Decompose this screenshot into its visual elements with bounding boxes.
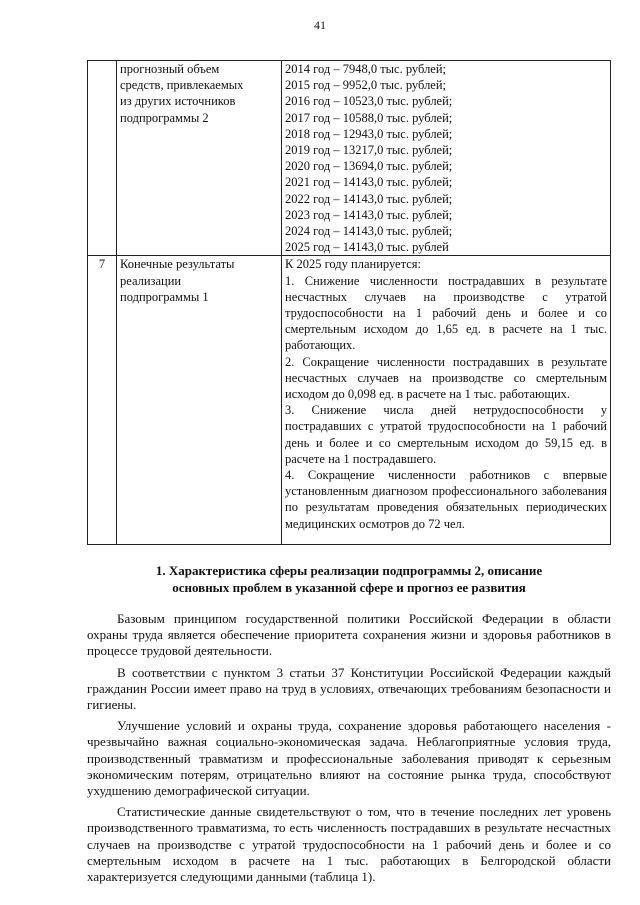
paragraph: Статистические данные свидетельствуют о том, что в течение последних лет уровень производственного травматизма, то есть численность пострадавших в результате несчастных случаев на производстве с утратой трудоспособности на 1 рабочий день и более и со смертельным исходом в расчете на 1 тыс. работающих в Белгородской области характеризуется следующими данными (таблица 1). (87, 804, 611, 885)
row-name-funding (117, 61, 282, 256)
year-funding-line: 2020 год – 13694,0 тыс. рублей; (285, 159, 453, 174)
subprogram-passport-table (87, 60, 611, 545)
result-item: 2. Сокращение численности пострадавших в результате несчастных случаев на производстве со смертельным исходом до 0,098 ед. в расчете на 1 тыс. работающих. (285, 354, 607, 402)
row-number (88, 61, 117, 256)
year-funding-line: 2025 год – 14143,0 тыс. рублей (285, 240, 449, 255)
results-intro: К 2025 году планируется: (285, 257, 421, 272)
row-name-line: прогнозный объем (120, 62, 220, 76)
row-name-results (117, 256, 282, 544)
year-funding-line: 2014 год – 7948,0 тыс. рублей; (285, 62, 447, 76)
section-heading-line: 1. Характеристика сферы реализации подпрограммы 2, описание (155, 563, 543, 578)
paragraph: В соответствии с пунктом 3 статьи 37 Конституции Российской Федерации каждый гражданин России имеет право на труд в условиях, отвечающих требованиям безопасности и гигиены. (87, 664, 611, 713)
year-funding-line: 2022 год – 14143,0 тыс. рублей; (285, 191, 453, 206)
year-funding-line: 2017 год – 10588,0 тыс. рублей; (285, 110, 453, 125)
paragraph: Улучшение условий и охраны труда, сохранение здоровья работающего населения - чрезвычайно важная социально-экономическая задача. Неблагоприятные условия труда, производственный травматизм и профессиональные заболевания приводят к серьезным экономическим потерям, отрицательно влияют на состояние рынка труда, способствуют ухудшению демографической ситуации. (87, 718, 611, 799)
row-name-line: Конечные результаты (120, 257, 235, 272)
row-name-line: из других источников (120, 94, 236, 109)
planned-results (282, 256, 611, 544)
result-item: 4. Сокращение численности работников с впервые установленным диагнозом профессионального заболевания по результатам проведения обязательных периодических медицинских осмотров до 72 чел. (285, 468, 607, 531)
body-text (87, 611, 611, 890)
result-item: 1. Снижение численности пострадавших в результате несчастных случаев на производстве с утратой трудоспособности на 1 рабочий день и более и со смертельным исходом до 1,65 ед. в расчете на 1 тыс. работающих. (285, 273, 607, 353)
row-name-line: реализации (120, 273, 182, 288)
row-number: 7 (88, 256, 117, 544)
row-name-line: средств, привлекаемых (120, 78, 244, 93)
table-row-funding (88, 61, 611, 256)
year-funding-line: 2018 год – 12943,0 тыс. рублей; (285, 126, 453, 141)
table-row-results (88, 256, 611, 544)
row-name-line: подпрограммы 2 (120, 110, 209, 125)
year-funding-line: 2024 год – 14143,0 тыс. рублей; (285, 224, 453, 239)
result-item: 3. Снижение числа дней нетрудоспособности у пострадавших с утратой трудоспособности на 1 рабочий день и более и со смертельным исходом до 59,15 ед. в расчете на 1 пострадавшего. (285, 403, 607, 466)
year-funding-line: 2023 год – 14143,0 тыс. рублей; (285, 207, 453, 222)
page-number: 41 (314, 18, 326, 32)
funding-by-year (282, 61, 611, 256)
year-funding-line: 2015 год – 9952,0 тыс. рублей; (285, 78, 447, 93)
year-funding-line: 2016 год – 10523,0 тыс. рублей; (285, 94, 453, 109)
year-funding-line: 2021 год – 14143,0 тыс. рублей; (285, 175, 453, 190)
paragraph: Базовым принципом государственной политики Российской Федерации в области охраны труда является обеспечение приоритета сохранения жизни и здоровья работников в процессе трудовой деятельности. (87, 611, 611, 659)
row-name-line: подпрограммы 1 (120, 289, 209, 304)
year-funding-line: 2019 год – 13217,0 тыс. рублей; (285, 143, 453, 158)
section-heading-line: основных проблем в указанной сфере и прогноз ее развития (172, 580, 526, 595)
section-heading (87, 562, 611, 596)
